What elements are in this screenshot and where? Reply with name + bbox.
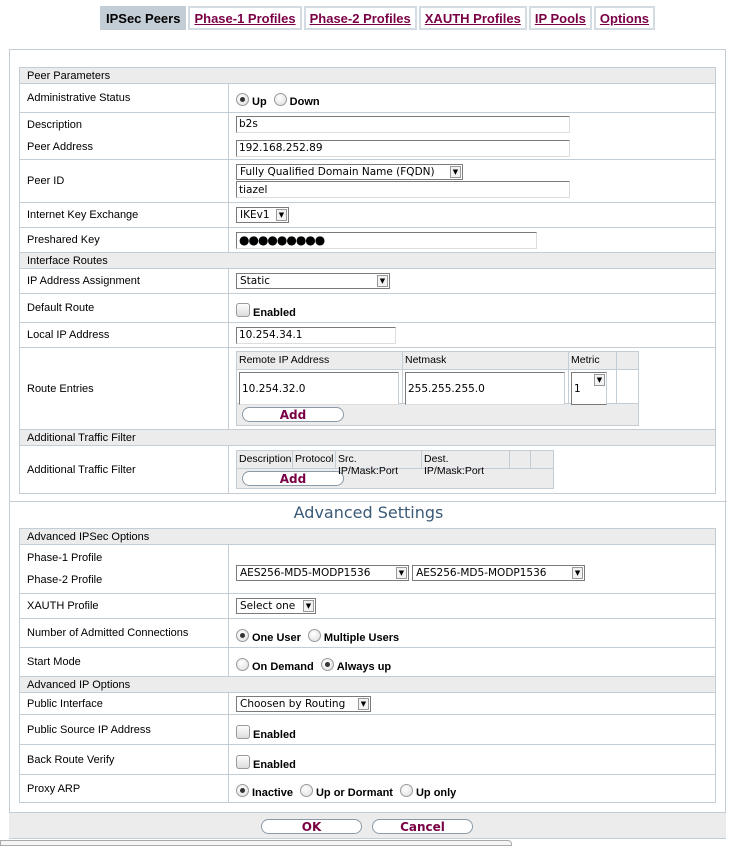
label-local-ip: Local IP Address <box>27 329 110 341</box>
public-source-ip-checkbox-label: Enabled <box>253 729 296 741</box>
label-public-interface: Public Interface <box>27 697 103 710</box>
local-ip-input[interactable]: 10.254.34.1 <box>236 327 396 344</box>
label-default-route: Default Route <box>27 302 95 314</box>
label-proxy-arp: Proxy ARP <box>27 782 81 795</box>
phase2-profile-value: AES256-MD5-MODP1536 <box>416 567 547 579</box>
row-back-route-verify <box>20 744 715 774</box>
row-start-mode <box>20 647 715 676</box>
section-header-peer-parameters: Peer Parameters <box>20 67 715 83</box>
radio-label-up-only: Up only <box>415 787 457 799</box>
chevron-down-icon: ▼ <box>303 600 314 612</box>
row-connections <box>20 618 715 647</box>
default-route-checkbox[interactable] <box>236 303 250 317</box>
phase1-profile-value: AES256-MD5-MODP1536 <box>240 567 371 579</box>
row-xauth <box>20 593 715 618</box>
cancel-button[interactable]: Cancel <box>372 819 473 834</box>
radio-status-down[interactable] <box>274 93 287 106</box>
label-ip-assignment: IP Address Assignment <box>27 275 140 287</box>
radio-label-multiple-users: Multiple Users <box>323 632 400 644</box>
row-peer-id <box>20 159 715 202</box>
row-description-address <box>20 112 715 159</box>
label-public-source-ip: Public Source IP Address <box>27 723 151 736</box>
label-ike: Internet Key Exchange <box>27 209 139 221</box>
ip-assignment-value: Static <box>240 275 271 287</box>
horizontal-scrollbar[interactable] <box>0 840 512 846</box>
row-administrative-status <box>20 83 715 112</box>
row-public-interface <box>20 692 715 714</box>
route-entry-row <box>237 370 638 404</box>
radio-multiple-users[interactable] <box>308 629 321 642</box>
phase1-profile-select[interactable] <box>236 565 409 581</box>
chevron-down-icon: ▼ <box>450 166 461 178</box>
label-traffic-filter: Additional Traffic Filter <box>27 463 136 476</box>
peer-id-type-select[interactable] <box>236 164 463 180</box>
remote-ip-input[interactable]: 10.254.32.0 <box>239 372 399 405</box>
traffic-filter-table <box>236 450 554 489</box>
radio-status-up[interactable] <box>236 93 249 106</box>
row-default-route <box>20 293 715 322</box>
col-src: Src. IP/Mask:Port <box>336 451 422 468</box>
tab-options[interactable]: Options <box>594 6 655 30</box>
label-phase2-profile: Phase-2 Profile <box>27 574 103 586</box>
radio-always-up[interactable] <box>321 658 334 671</box>
radio-label-up: Up <box>252 96 267 108</box>
advanced-settings-title: Advanced Settings <box>293 503 444 522</box>
row-ike <box>20 202 715 227</box>
radio-label-always-up: Always up <box>336 661 392 673</box>
row-traffic-filter <box>20 445 715 493</box>
radio-label-one-user: One User <box>252 632 301 644</box>
public-interface-value: Choosen by Routing <box>240 697 346 710</box>
chevron-down-icon: ▼ <box>572 567 583 579</box>
row-ip-assignment <box>20 268 715 293</box>
tab-xauth-profiles[interactable]: XAUTH Profiles <box>419 6 527 30</box>
form-footer <box>9 812 726 839</box>
netmask-input[interactable]: 255.255.255.0 <box>405 372 565 405</box>
radio-proxy-arp-up-only[interactable] <box>400 784 413 797</box>
chevron-down-icon: ▼ <box>594 374 605 386</box>
col-description: Description <box>237 451 293 468</box>
public-interface-select[interactable] <box>236 696 371 712</box>
section-header-interface-routes: Interface Routes <box>20 252 715 268</box>
chevron-down-icon: ▼ <box>377 275 388 287</box>
tab-phase1-profiles[interactable]: Phase-1 Profiles <box>188 6 301 30</box>
radio-one-user[interactable] <box>236 629 249 642</box>
section-header-advanced-ip: Advanced IP Options <box>20 676 715 692</box>
back-route-verify-checkbox-label: Enabled <box>253 759 296 771</box>
section-header-traffic-filter: Additional Traffic Filter <box>20 429 715 445</box>
label-description: Description <box>27 119 83 131</box>
peer-address-input[interactable]: 192.168.252.89 <box>236 140 570 157</box>
radio-proxy-arp-inactive[interactable] <box>236 784 249 797</box>
add-route-button[interactable]: Add <box>242 407 344 422</box>
chevron-down-icon: ▼ <box>276 209 287 221</box>
xauth-profile-select[interactable] <box>236 598 316 614</box>
xauth-profile-value: Select one <box>240 600 296 612</box>
ike-value: IKEv1 <box>240 209 270 221</box>
label-start-mode: Start Mode <box>27 656 81 668</box>
route-entries-table <box>236 351 639 426</box>
label-peer-address: Peer Address <box>27 141 94 153</box>
row-profiles <box>20 544 715 593</box>
tab-phase2-profiles[interactable]: Phase-2 Profiles <box>304 6 417 30</box>
chevron-down-icon: ▼ <box>396 567 407 579</box>
col-metric: Metric <box>569 352 617 369</box>
advanced-settings-section <box>19 528 716 803</box>
metric-value: 1 <box>574 382 581 395</box>
col-remote-ip: Remote IP Address <box>237 352 403 369</box>
label-route-entries: Route Entries <box>27 382 94 395</box>
ok-button[interactable]: OK <box>261 819 362 834</box>
row-proxy-arp <box>20 774 715 802</box>
row-preshared-key <box>20 227 715 252</box>
default-route-checkbox-label: Enabled <box>253 307 296 319</box>
tab-bar <box>100 6 655 30</box>
phase2-profile-select[interactable] <box>412 565 585 581</box>
label-peer-id: Peer ID <box>27 175 65 187</box>
radio-label-down: Down <box>289 96 320 108</box>
radio-label-up-or-dormant: Up or Dormant <box>315 787 393 799</box>
ip-assignment-select[interactable] <box>236 273 390 289</box>
back-route-verify-checkbox[interactable] <box>236 755 250 769</box>
label-xauth-profile: XAUTH Profile <box>27 600 99 612</box>
label-back-route-verify: Back Route Verify <box>27 753 115 766</box>
section-header-advanced-ipsec: Advanced IPSec Options <box>20 528 715 544</box>
label-preshared-key: Preshared Key <box>27 234 100 246</box>
radio-proxy-arp-up-or-dormant[interactable] <box>300 784 313 797</box>
col-netmask: Netmask <box>403 352 569 369</box>
col-protocol: Protocol <box>293 451 336 468</box>
radio-label-on-demand: On Demand <box>252 661 314 673</box>
label-connections: Number of Admitted Connections <box>27 627 189 639</box>
radio-on-demand[interactable] <box>236 658 249 671</box>
row-local-ip <box>20 322 715 347</box>
label-phase1-profile: Phase-1 Profile <box>27 552 103 564</box>
public-source-ip-checkbox[interactable] <box>236 725 250 739</box>
radio-label-inactive: Inactive <box>252 787 293 799</box>
col-dest: Dest. IP/Mask:Port <box>422 451 510 468</box>
peer-id-type-value: Fully Qualified Domain Name (FQDN) <box>240 166 435 178</box>
preshared-key-input[interactable]: ●●●●●●●●● <box>236 232 537 249</box>
tab-ipsec-peers[interactable]: IPSec Peers <box>100 6 186 30</box>
row-public-source-ip <box>20 714 715 744</box>
add-filter-button[interactable]: Add <box>242 471 344 486</box>
tab-ip-pools[interactable]: IP Pools <box>529 6 592 30</box>
form-container <box>9 49 726 839</box>
label-administrative-status: Administrative Status <box>27 92 131 104</box>
ike-select[interactable] <box>236 207 289 223</box>
peer-id-input[interactable]: tiazel <box>236 181 570 198</box>
basic-settings-section <box>19 67 716 494</box>
description-input[interactable]: b2s <box>236 116 570 133</box>
chevron-down-icon: ▼ <box>358 698 369 710</box>
metric-select[interactable] <box>571 372 607 405</box>
row-route-entries <box>20 347 715 429</box>
